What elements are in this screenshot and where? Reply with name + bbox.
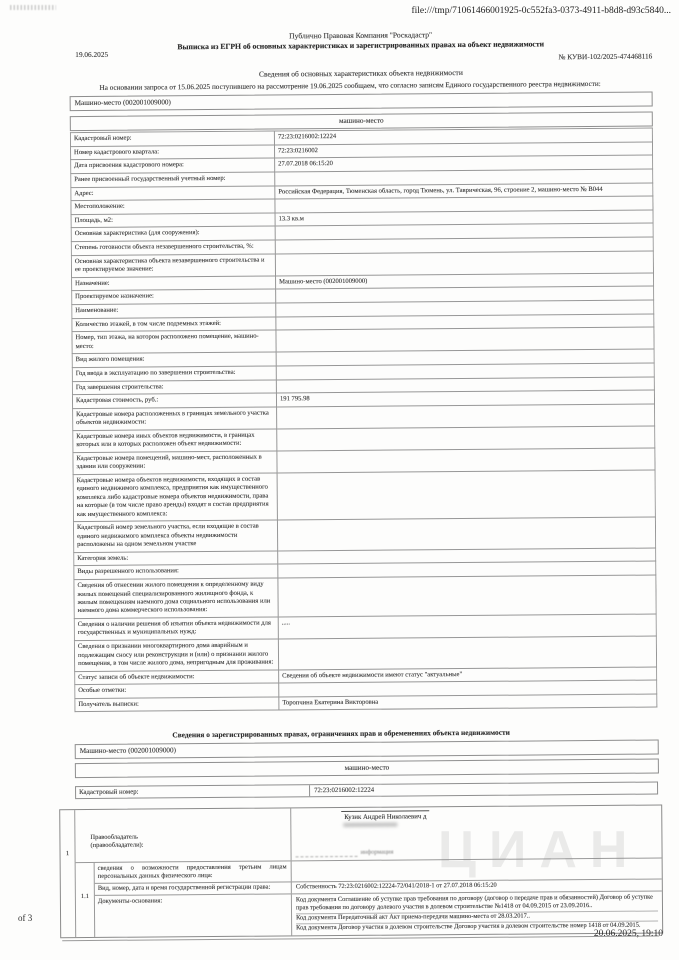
redaction-dashes <box>296 852 358 857</box>
table-row <box>74 575 656 619</box>
table-row <box>73 517 655 552</box>
row-label: Кадастровая стоимость, руб.: <box>72 393 276 408</box>
row-label: Кадастровый номер: <box>76 785 310 798</box>
row-label: Кадастровые номера помещений, машино-мест, расположенных в здании или сооружении: <box>73 451 277 475</box>
object-kind-box: машино-место <box>70 112 653 132</box>
row-label: Количество этажей, в том числе подземных этажей: <box>72 317 276 332</box>
row-label: Проектируемое назначение: <box>72 289 276 304</box>
redacted-note <box>296 849 394 858</box>
row-value: Сведения об объекте недвижимости имеют статус "актуальные" <box>279 667 657 684</box>
page-number: of 3 <box>18 913 33 923</box>
cadastral-number-row <box>75 782 658 800</box>
holder-label: Правообладатель (правообладатели): <box>90 833 144 850</box>
row-value <box>278 636 656 669</box>
table-row <box>95 892 662 937</box>
row-value <box>276 327 654 352</box>
row-label: Местоположение: <box>71 199 275 214</box>
record-subindex: 1.1 <box>76 863 96 937</box>
row-label: Вид, номер, дата и время государственной регистрации права: <box>95 882 292 895</box>
row-label: Степень готовности объекта незавершенного строительства, %: <box>71 240 275 255</box>
organization-name: Публично Правовая Компания "Роскадастр" <box>289 30 433 41</box>
row-value: Российская Федерация, Тюменская область, город Тюмень, ул. Таврическая, 96, строение 2, машино-место № В044 <box>275 183 653 200</box>
record-index: 1 <box>60 810 76 937</box>
row-value: Торопчина Екатерина Викторовна <box>279 694 657 711</box>
row-label: Основная характеристика (для сооружения): <box>71 226 275 241</box>
object-type-box: Машино-место (002001009000) <box>70 92 653 112</box>
table-row <box>74 636 656 671</box>
row-label: Кадастровый номер: <box>70 131 274 146</box>
row-value: Машино-место (002001009000) <box>276 273 654 290</box>
row-label: Год завершения строительства: <box>72 379 276 394</box>
row-label: сведения о возможности предоставления третьим лицам персональных данных физического лица: <box>95 861 292 882</box>
row-value <box>277 426 655 451</box>
row-label: Статус записи об объекте недвижимости: <box>75 670 279 685</box>
document-line: Код документа Договор участия в долевом строительстве Договор участия в долевом строительстве номер 1418 от 04.09.2015. <box>296 920 658 933</box>
document-number: № КУВИ-102/2025-474468116 <box>558 51 653 62</box>
row-label: Сведения о признании многоквартирного дома аварийным и подлежащим сносу или реконструкции и (или) о признании жилого помещения, в том числе жилого дома, непригодным для проживания: <box>74 639 278 671</box>
rights-section <box>2 726 679 941</box>
document-line: Код документа Соглашение об уступке прав требования по договору (договор о передаче прав и обязанностей) Договор об уступке прав требования по договору долевого участия в долевом строительстве №1418 от 04.09.2015 от 23.09.2016.. <box>295 893 653 912</box>
request-date: 19.06.2025 <box>75 49 109 60</box>
row-label: Вид жилого помещения: <box>72 352 276 367</box>
row-label: Кадастровые номера объектов недвижимости, входящих в состав единого недвижимого комплекса, предприятия как имущественного комплекса либо кадастровые номера объектов недвижимости, права на которые (в том числе право аренды) входят в состав предприятия как имущественного комплекса: <box>73 473 277 522</box>
row-label: Назначение: <box>72 276 276 291</box>
row-value: 72:23:0216002 <box>274 142 652 159</box>
row-label: Кадастровый номер земельного участка, если входящие в состав единого недвижимого комплекса объекты недвижимости расположены на одном земельном участке <box>73 520 277 552</box>
row-value <box>278 575 656 617</box>
rights-table <box>59 804 663 938</box>
row-label: Кадастровые номера иных объектов недвижимости, в границах которых или в которых расположен объект недвижимости: <box>73 429 277 453</box>
row-label: Год ввода в эксплуатацию по завершении строительства: <box>72 366 276 381</box>
row-label: Виды разрешенного использования: <box>74 564 278 579</box>
row-label: Дата присвоения кадастрового номера: <box>71 158 275 173</box>
document-title: Выписка из ЕГРН об основных характеристиках и зарегистрированных правах на объект недвижимости <box>177 39 545 52</box>
row-value <box>277 448 655 473</box>
row-label: Сведения о наличии решения об изъятии объекта недвижимости для государственных и муниципальных нужд: <box>74 617 278 641</box>
row-label: Площадь, м2: <box>71 213 275 228</box>
redacted-blur <box>343 823 397 827</box>
row-label: Номер кадастрового квартала: <box>70 145 274 160</box>
row-value: 27.07.2018 06:15:20 <box>275 155 653 172</box>
characteristics-table <box>70 128 658 733</box>
row-value <box>275 251 653 276</box>
row-label: Получатель выписки: <box>75 697 279 712</box>
row-value: 13.3 кв.м <box>275 210 653 227</box>
row-label: Особые отметки: <box>75 683 279 698</box>
row-label: Основная характеристика объекта незавершенного строительства и ее проектируемое значение: <box>71 254 275 278</box>
row-value <box>277 517 655 550</box>
row-label: Адрес: <box>71 185 275 200</box>
redacted-note-text: информация <box>360 848 394 857</box>
section2-title: Сведения о зарегистрированных правах, ограничениях прав и обременениях объекта недвижимости <box>172 727 510 740</box>
object-kind-box-2: машино-место <box>75 758 659 778</box>
document-line: Код документа Передаточный акт Акт приема-передачи машино-места от 28.03.2017.. <box>296 910 658 923</box>
row-value: 191 795.98 <box>276 390 654 407</box>
intro-paragraph: На основании запроса от 15.06.2025 поступившего на рассмотрение 19.06.2025 сообщаем, что согласно записям Единого государственного реестра недвижимости: <box>99 79 601 92</box>
row-value: ..... <box>278 614 656 639</box>
table-row <box>73 470 655 522</box>
document-header <box>69 29 653 132</box>
section1-title: Сведения об основных характеристиках объекта недвижимости <box>258 68 463 79</box>
object-type-box-2: Машино-место (002001009000) <box>75 739 659 759</box>
row-value <box>277 404 655 429</box>
row-label: Ранее присвоенный государственный учетный номер: <box>71 172 275 187</box>
row-label: Документы-основания: <box>95 895 292 937</box>
row-label: Категория земель: <box>74 551 278 566</box>
holder-name: Кузик Андрей Николаевич д <box>341 810 429 822</box>
row-value: 72:23:0216002:12224 <box>314 786 375 795</box>
row-value <box>277 470 655 520</box>
row-label: Наименование: <box>72 303 276 318</box>
print-header-url: file:///tmp/71061466001925-0c552fa3-0373-4911-b8d8-d93c5840... <box>411 6 671 16</box>
row-value: Собственность 72:23:0216002:12224-72/041/2018-1 от 27.07.2018 06:15:20 <box>295 882 497 891</box>
holder-row <box>75 805 661 863</box>
row-label: Номер, тип этажа, на котором расположено помещение, машино-место: <box>72 330 276 354</box>
row-value <box>292 858 662 881</box>
row-value: 72:23:0216002:12224 <box>274 128 652 145</box>
print-timestamp: 20.06.2025, 19:10 <box>593 929 663 939</box>
watermark: ЦИАН <box>438 821 641 879</box>
row-label: Сведения об отнесении жилого помещения к определенному виду жилых помещений специализированного жилищного фонда, к жилым помещениям наемного дома социального использования или наемного дома коммерческого использования: <box>74 578 278 619</box>
row-label: Кадастровые номера расположенных в границах земельного участка объектов недвижимости: <box>73 407 277 431</box>
